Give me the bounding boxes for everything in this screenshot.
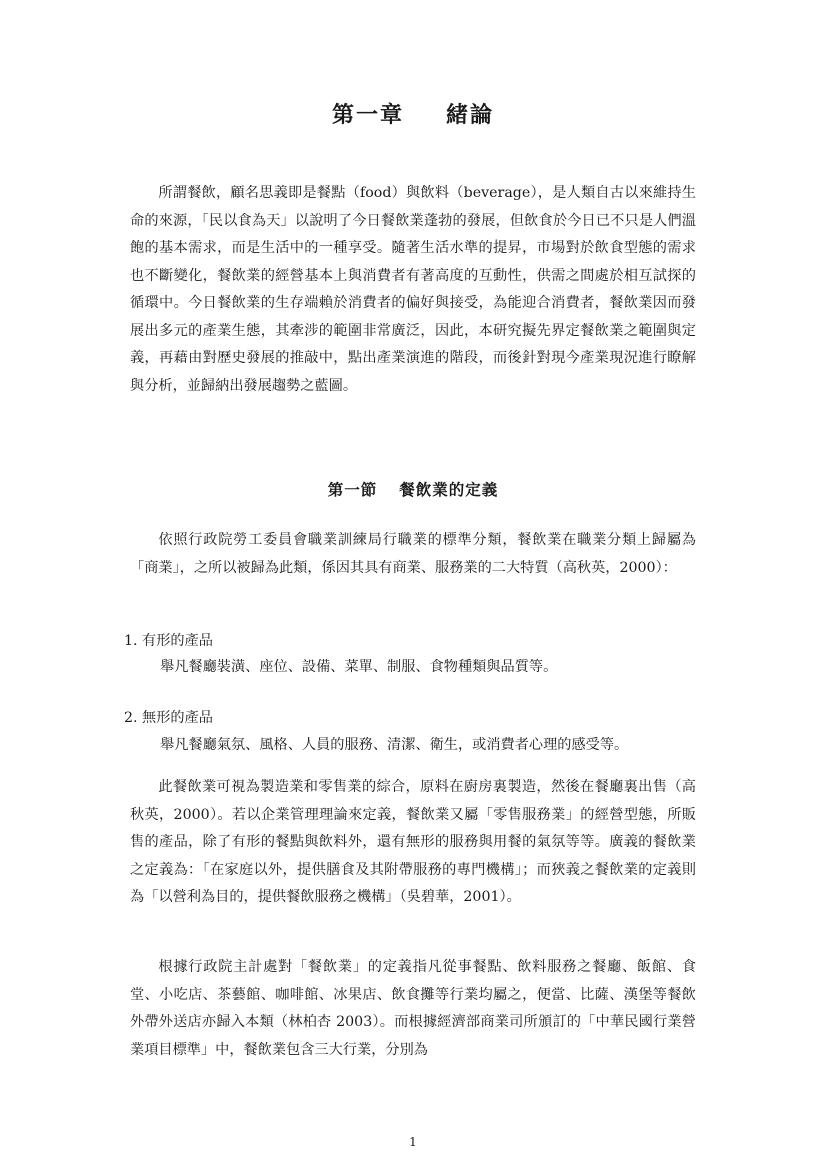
item-heading-intangible: 2. 無形的產品 (124, 710, 213, 726)
definition-paragraph: 依照行政院勞工委員會職業訓練局行職業的標準分類，餐飲業在職業分類上歸屬為「商業」，之所以被歸為此類，係因其具有商業、服務業的二大特質（高秋英，2000）： (130, 532, 696, 576)
section-name: 餐飲業的定義 (399, 480, 499, 499)
item-desc-intangible: 舉凡餐廳氣氛、風格、人員的服務、清潔、衛生，或消費者心理的感受等。 (160, 737, 629, 753)
composite-paragraph: 此餐飲業可視為製造業和零售業的綜合，原料在廚房裏製造，然後在餐廳裏出售（高秋英，2000）。若以企業管理理論來定義，餐飲業又屬「零售服務業」的經營型態，所販售的產品，除了有形的餐點與飲料外，還有無形的服務與用餐的氣氛等等。廣義的餐飲業之定義為：「在家庭以外，提供膳食及其附帶服務的專門機構」；而狹義之餐飲業的定義則為「以營利為目的，提供餐飲服務之機構」（吳碧華，2001）。 (130, 779, 696, 905)
page-number: 1 (409, 1135, 417, 1149)
item-heading-tangible: 1. 有形的產品 (124, 633, 213, 649)
section-title (0, 478, 826, 500)
section-number: 第一節 (327, 480, 378, 499)
item-desc-tangible: 舉凡餐廳裝潢、座位、設備、菜單、制服、食物種類與品質等。 (160, 659, 558, 675)
dgbas-paragraph: 根據行政院主計處對「餐飲業」的定義指凡從事餐點、飲料服務之餐廳、飯館、食堂、小吃店、茶藝館、咖啡館、冰果店、飲食攤等行業均屬之，便當、比薩、漢堡等餐飲外帶外送店亦歸入本類（林柏杏 2003）。而根據經濟部商業司所頒訂的「中華民國行業營業項目標準」中，餐飲業包含三大行業，分別為 (130, 959, 696, 1058)
chapter-name: 緒論 (446, 102, 495, 128)
intro-paragraph: 所謂餐飲，顧名思義即是餐點（food）與飲料（beverage），是人類自古以來維持生命的來源，「民以食為天」以說明了今日餐飲業蓬勃的發展，但飲食於今日已不只是人們溫飽的基本需求，而是生活中的一種享受。隨著生活水準的提昇，市場對於飲食型態的需求也不斷變化，餐飲業的經營基本上與消費者有著高度的互動性，供需之間處於相互試探的循環中。今日餐飲業的生存端賴於消費者的偏好與接受，為能迎合消費者，餐飲業因而發展出多元的產業生態，其牽涉的範圍非常廣泛，因此，本研究擬先界定餐飲業之範圍與定義，再藉由對歷史發展的推敲中，點出產業演進的階段，而後針對現今產業現況進行瞭解與分析，並歸納出發展趨勢之藍圖。 (130, 185, 696, 394)
chapter-number: 第一章 (331, 102, 404, 128)
chapter-title (0, 98, 826, 129)
